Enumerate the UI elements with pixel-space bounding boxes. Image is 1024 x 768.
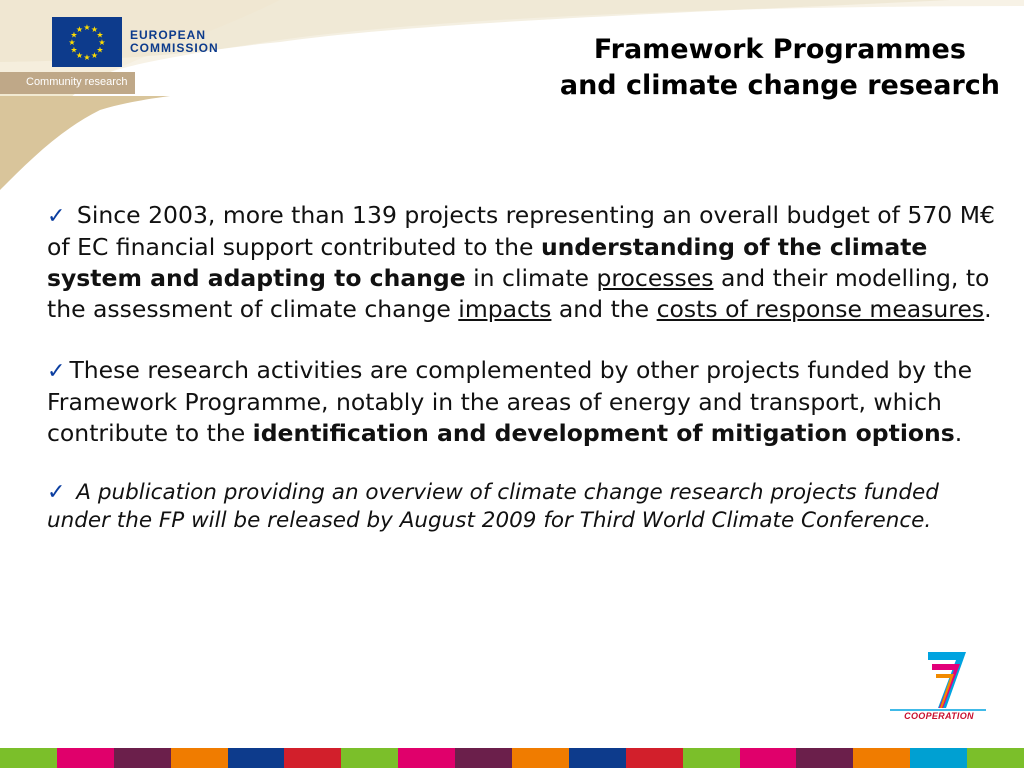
bullet-1-underline-costs: costs of response measures — [656, 295, 985, 323]
title-line-1: Framework Programmes — [593, 34, 966, 65]
star-icon: ★ — [90, 50, 99, 60]
color-bar-segment — [569, 748, 626, 768]
seven-numeral-icon — [928, 652, 966, 708]
color-bar-segment — [740, 748, 797, 768]
footer-color-bar — [0, 748, 1024, 768]
bullet-1-text: Since 2003, more than 139 projects representing an overall budget of 570 M€ of EC financial support contributed to the — [47, 201, 995, 261]
checkmark-icon: ✓ — [47, 204, 66, 229]
checkmark-icon: ✓ — [47, 480, 66, 505]
star-icon: ★ — [98, 38, 106, 47]
checkmark-icon: ✓ — [47, 359, 66, 384]
bullet-1-text: and the — [551, 295, 657, 323]
bullet-1-text: in climate — [465, 264, 597, 292]
bullet-1-underline-impacts: impacts — [458, 295, 552, 323]
title-line-2: and climate change research — [559, 70, 1000, 101]
star-icon: ★ — [75, 25, 84, 35]
star-icon: ★ — [83, 53, 91, 62]
eu-flag-icon — [52, 17, 122, 67]
bullet-1-text: and their modelling, to the assessment of climate change — [47, 264, 990, 323]
color-bar-segment — [853, 748, 910, 768]
color-bar-segment — [796, 748, 853, 768]
color-bar-segment — [284, 748, 341, 768]
star-icon: ★ — [83, 23, 91, 32]
color-bar-segment — [171, 748, 228, 768]
bullet-item-2 — [47, 355, 997, 449]
color-bar-segment — [967, 748, 1024, 768]
european-commission-logo — [52, 17, 219, 67]
sub-brand-label: Community research — [26, 76, 128, 88]
color-bar-segment — [0, 748, 57, 768]
color-bar-segment — [114, 748, 171, 768]
star-icon: ★ — [68, 38, 76, 47]
star-icon: ★ — [96, 45, 104, 55]
org-line-2: COMMISSION — [130, 41, 219, 55]
color-bar-segment — [228, 748, 285, 768]
org-line-1: EUROPEAN — [130, 28, 207, 42]
bullet-item-1 — [47, 200, 997, 325]
bullet-2-text: . — [954, 419, 963, 447]
bullet-2-text: These research activities are complemented by other projects funded by the Framework Programme, notably in the areas of energy and transport, which contribute to the — [47, 356, 973, 447]
color-bar-segment — [57, 748, 114, 768]
star-icon: ★ — [90, 25, 99, 35]
slide-body — [47, 200, 997, 565]
star-icon: ★ — [75, 50, 84, 60]
slide-title — [560, 32, 1000, 104]
color-bar-segment — [910, 748, 967, 768]
color-bar-segment — [341, 748, 398, 768]
color-bar-segment — [512, 748, 569, 768]
bullet-1-emphasis: understanding of the climate system and adapting to change — [47, 233, 928, 292]
color-bar-segment — [398, 748, 455, 768]
star-icon: ★ — [70, 30, 78, 40]
color-bar-segment — [455, 748, 512, 768]
fp7-cooperation-label: COOPERATION — [904, 711, 974, 721]
organization-name — [130, 29, 219, 55]
bullet-1-text: . — [984, 295, 992, 323]
bullet-item-3 — [47, 479, 997, 535]
bullet-1-underline-processes: processes — [596, 264, 714, 292]
bullet-3-text: A publication providing an overview of climate change research projects funded under the FP will be released by August 2009 for Third World Climate Conference. — [47, 480, 939, 533]
star-icon: ★ — [96, 30, 104, 40]
bullet-2-emphasis: identification and development of mitigation options — [252, 419, 955, 447]
color-bar-segment — [626, 748, 683, 768]
star-icon: ★ — [70, 45, 78, 55]
color-bar-segment — [683, 748, 740, 768]
